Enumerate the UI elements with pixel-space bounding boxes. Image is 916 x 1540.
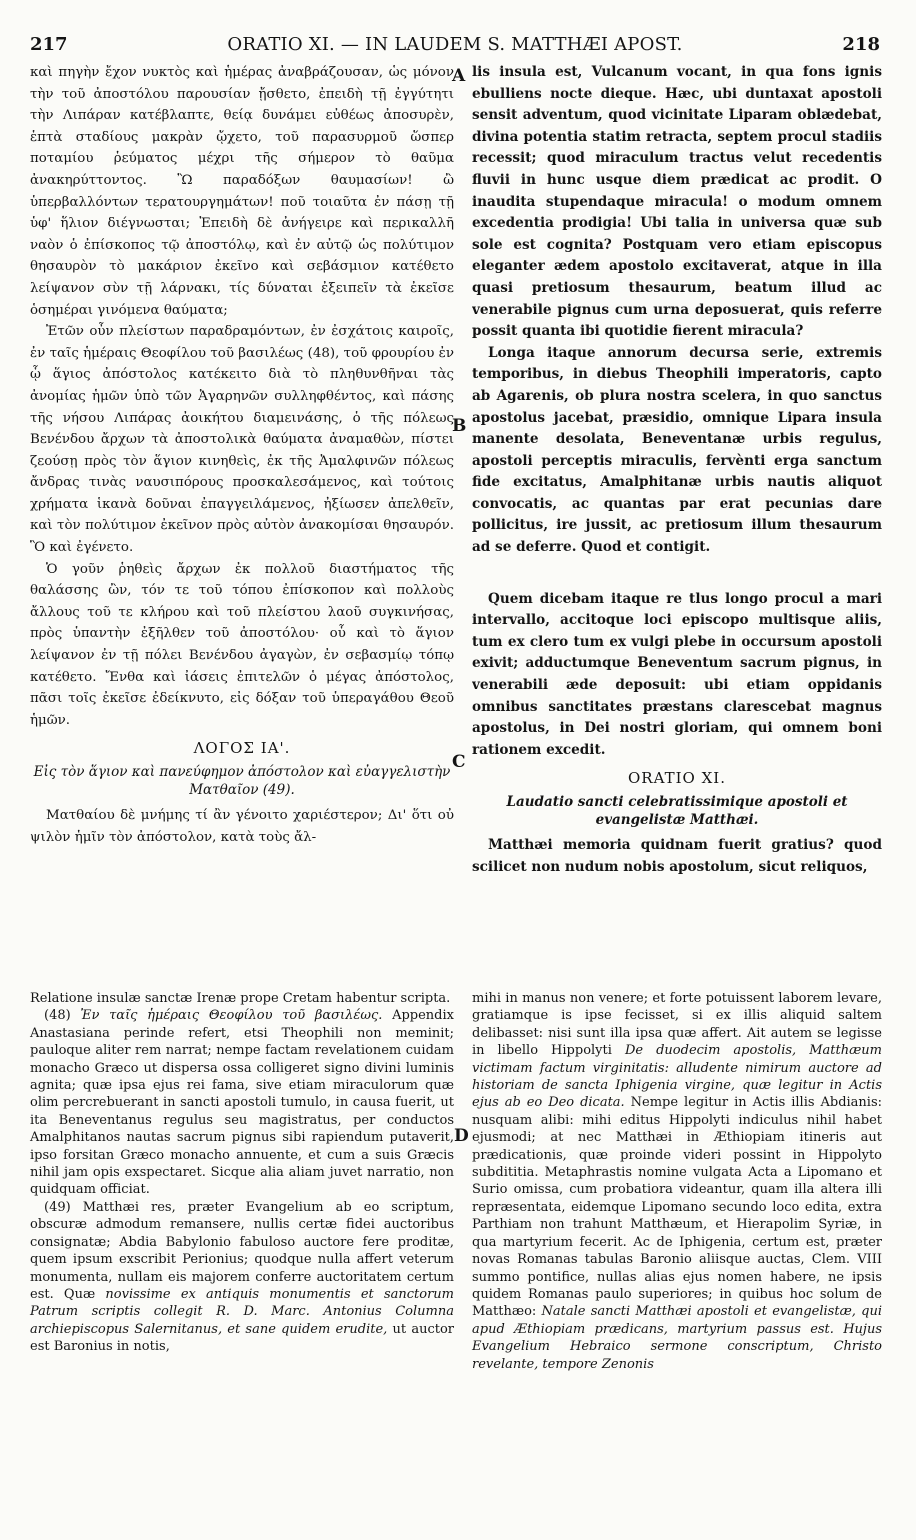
- footnotes-right: [472, 990, 882, 1373]
- page-header: [30, 34, 880, 58]
- greek-paragraph: καὶ πηγὴν ἔχον νυκτὸς καὶ ἡμέρας ἀναβράζουσαν, ὡς μόνον τὴν τοῦ ἀποστόλου παρουσίαν ᾔσθετο, ἐπειδὴ τῇ ἐγγύτητι τὴν Λιπάραν κατέβλαπτε, θείᾳ δυνάμει εὐθέως ἀποσυρὲν, ἑπτὰ σταδίους μακρὰν ᾤχετο, τοῦ παρασυρμοῦ ὥσπερ ποταμίου ῥεύματος μέχρι τῆς σήμερον τὸ θαῦμα ἀνακηρύττοντος. Ὢ παραδόξων θαυμασίων! ὢ ὑπερβαλλόντων τερατουργημάτων! ποῦ τοιαῦτα ἐν πάσῃ τῇ ὑφ' ἥλιον διέγνωσται; Ἐπειδὴ δὲ ἀνήγειρε καὶ περικαλλῆ ναὸν ὁ ἐπίσκοπος τῷ ἀποστόλῳ, καὶ ἐν αὐτῷ ὡς πολύτιμον θησαυρὸν τὸ μακάριον ἐκεῖνο καὶ σεβάσμιον κατέθετο λείψανον σὺν τῇ λάρνακι, τίς δύναται ἐξειπεῖν τὰ ἐκεῖσε ὁσημέραι γινόμενα θαύματα;: [30, 65, 454, 318]
- running-title: ORATIO XI. — IN LAUDEM S. MATTHÆI APOST.: [227, 34, 683, 55]
- latin-column: [472, 62, 882, 879]
- footnotes-left: [30, 990, 454, 1356]
- latin-paragraph: Quem dicebam itaque re tlus longo procul a mari intervallo, accitoque loci episcopo multisque aliis, tum ex clero tum ex vulgi plebe in occursum apostoli exivit; adductumque Beneventum sacrum pignus, in venerabili æde deposuit: ubi etiam oppidanis omnibus sanctitates præstans clarescebat magnus apostolus, in Dei nostri gloriam, qui omnem boni rationem excedit.: [472, 590, 882, 758]
- footnote-text: mihi in manus non venere; et forte potuissent laborem levare, gratiamque is ipse fecisset, si ex illis aliquid saltem delibasset: nisi sunt illa ipsa quæ affert. Ait autem se legisse in libello Hippolyti: [472, 991, 882, 1059]
- page-number-left: 217: [30, 34, 68, 55]
- margin-marker-c: C: [452, 752, 466, 772]
- footnote-text: ut auctor est Baronius in notis,: [30, 1321, 454, 1355]
- greek-text: [30, 62, 454, 731]
- latin-paragraph: lis insula est, Vulcanum vocant, in qua fons ignis ebulliens nocte dieque. Hæc, ubi duntaxat apostoli sensit adventum, quod vicinitate Liparam oblædebat, divina potentia statim retracta, septem procul stadiis recessit; quod miraculum tractus velut recedentis fluvii in hunc usque diem prædicat ac prodit. O inaudita stupendaque miracula! o modum omnem excedentia prodigia! Ubi talia in universa quæ sub sole est cognita? Postquam vero etiam episcopus eleganter ædem apostolo excitaverat, atque in illa quasi pretiosum thesaurum, beatum illud ac venerabile pignus cum urna deposuerat, quis referre possit quanta ibi quotidie fierent miracula?: [472, 64, 882, 340]
- footnote-text: Nempe legitur in Actis illis Abdianis: nusquam alibi: mihi editus Hippolyti indiculus nihil habet ejusmodi; at nec Matthæi in Æthiopiam itineris aut prædicationis, quæ proinde videri possint in Hippolyto subdititia. Metaphrastis nomine vulgata Acta a Lipomano et Surio omissa, cum probatiora videantur, quam illa altera illi repræsentata, eidemque Lipomano secundo loco edita, extra Parthiam non trahunt Matthæum, et Hierapolim Syriæ, in qua martyrium fecerit. Ac de Iphigenia, certum est, præter novas Romanas tabulas Baronio aliisque auctas, Clem. VIII summo pontifice, nullas alias ejus nomen habere, ne ipsis quidem Romanas paulo superiores; in quibus hoc solum de Matthæo:: [472, 1095, 883, 1320]
- margin-marker-b: B: [452, 416, 467, 436]
- footnote-greek-quote: Ἐν ταῖς ἡμέραις Θεοφίλου τοῦ βασιλέως.: [80, 1008, 383, 1024]
- greek-oration-subtitle: Εἰς τὸν ἅγιον καὶ πανεύφημον ἀπόστολον καὶ εὐαγγελιστὴν Ματθαῖον (49).: [33, 764, 451, 799]
- footnote-italic: De duodecim apostolis, Matthæum victimam factum virginitatis: alludente nimirum auctore ad historiam de sancta Iphigenia virgine, quæ legitur in Actis ejus ab eo Deo dicata.: [472, 1043, 882, 1111]
- footnote: Relatione insulæ sanctæ Irenæ prope Cretam habentur scripta.: [30, 991, 451, 1006]
- footnote-text: Appendix Anastasiana perinde refert, etsi Theophili non meminit; pauloque aliter rem narrat; nempe factam revelationem cuidam monacho Græco ut dispersa ossa colligeret signo divini luminis agnita; quæ ipsa ejus rei fama, sive etiam miraculorum quæ olim percrebuerant in sancti apostoli tumulo, in causa fuerit, ut ita Beneventanus regulus seu magistratus, per conductos Amalphitanos nautas sacrum pignus sibi rapiendum putaverit, ipso forsitan Græco monacho annuente, et cum a suis Græcis nihil jam opis exspectaret. Sicque alia aliam juvet narratio, non quidquam officiat.: [30, 1008, 454, 1198]
- footnote-49: [30, 1199, 454, 1356]
- margin-marker-a: A: [452, 66, 466, 86]
- greek-paragraph: Ματθαίου δὲ μνήμης τί ἂν γένοιτο χαριέστερον; Δι' ὅτι οὐ ψιλὸν ἡμῖν τὸν ἀπόστολον, κατὰ τοὺς ἄλ-: [30, 808, 454, 845]
- footnote-italic: Natale sancti Matthæi apostoli et evangelistæ, qui apud Æthiopiam prædicans, martyrium passus est. Hujus Evangelium Hebraico sermone conscriptum, Christo revelante, tempore Zenonis: [472, 1304, 883, 1372]
- footnote-number: (48): [44, 1008, 71, 1024]
- greek-paragraph: Ὁ γοῦν ῥηθεὶς ἄρχων ἐκ πολλοῦ διαστήματος τῆς θαλάσσης ὢν, τόν τε τοῦ τόπου ἐπίσκοπον καὶ πολλοὺς ἄλλους τοῦ τε κλήρου καὶ τοῦ πλείστου λαοῦ συγκινήσας, πρὸς ὑπαντὴν ἐξῆλθεν τοῦ ἀποστόλου· οὗ καὶ τὸ ἅγιον λείψανον ἐν τῇ πόλει Βενένδου ἀγαγὼν, ἐν σεβασμίῳ τόπῳ κατέθετο. Ἔνθα καὶ ἰάσεις ἐπιτελῶν ὁ μέγας ἀπόστολος, πᾶσι τοῖς ἐκεῖσε ἐδείκνυτο, εἰς δόξαν τοῦ ὑπεραγάθου Θεοῦ ἡμῶν.: [30, 561, 454, 728]
- footnote-continued: [472, 990, 882, 1373]
- greek-paragraph: Ἐτῶν οὖν πλείστων παραδραμόντων, ἐν ἐσχάτοις καιροῖς, ἐν ταῖς ἡμέραις Θεοφίλου τοῦ βασιλέως (48), τοῦ φρουρίου ἐν ᾧ ἅγιος ἀπόστολος κατέκειτο διὰ τὸ πληθυνθῆναι τὰς ἀνομίας ἡμῶν ὑπὸ τῶν Ἀγαρηνῶν συλληφθέντος, καὶ πάσης τῆς νήσου Λιπάρας ἀοικήτου διαμεινάσης, ὁ τῆς πόλεως Βενένδου ἄρχων τὰ ἀποστολικὰ θαύματα ἀναμαθὼν, πίστει ζεούσῃ πρὸς τὸν ἅγιον κινηθεὶς, ἐκ τῆς Ἀμαλφινῶν πόλεως ἄνδρας τινὰς ναυσιπόρους προσκαλεσάμενος, καὶ τούτοις χρήματα ἱκανὰ δοῦναι ἐπαγγειλάμενος, ἠξίωσεν ἀπελθεῖν, καὶ τὸν πολύτιμον ἐκεῖνον πρὸς αὐτὸν ἀνακομίσαι θησαυρόν. Ὃ καὶ ἐγένετο.: [30, 324, 454, 556]
- footnote-number: (49): [44, 1199, 71, 1215]
- latin-oration-title: ORATIO XI.: [628, 769, 726, 788]
- footnote-italic: novissime ex antiquis monumentis et sanctorum Patrum scriptis collegit R. D. Marc. Antonius Columna archiepiscopus Salernitanus, et sane quidem erudite,: [30, 1286, 455, 1337]
- latin-paragraph: Longa itaque annorum decursa serie, extremis temporibus, in diebus Theophili imperatoris, capto ab Agarenis, ob plura nostra scelera, in quo sanctus apostolus jacebat, præsidio, omnique Lipara insula manente desolata, Beneventanæ urbis regulus, apostoli perceptis miraculis, fervènti erga sanctum fide excitatus, Amalphitanæ urbis nautis aliquot convocatis, ac quantas par erat pecunias dare pollicitus, ire jussit, ac pretiosum illum thesaurum ad se deferre. Quod et contigit.: [472, 344, 882, 556]
- greek-column: [30, 62, 454, 849]
- margin-marker-d: D: [454, 1126, 469, 1146]
- greek-oration-title: ΛΟΓΟΣ ΙΑ'.: [193, 739, 291, 758]
- footnote-48: [30, 1007, 454, 1198]
- footnote-text: Matthæi res, præter Evangelium ab eo scriptum, obscuræ admodum remansere, nullis certæ fidei auctoribus consignatæ; Abdia Babylonio fabuloso auctore fere proditæ, quem ipsum exscribit Perionius; quodque nulla affert veterum monumenta, nullam eis majorem conferre auctoritatem certum est. Quæ: [30, 1199, 454, 1302]
- latin-paragraph: Matthæi memoria quidnam fuerit gratius? quod scilicet non nudum nobis apostolum, sicut reliquos,: [472, 837, 882, 875]
- latin-oration-subtitle: Laudatio sancti celebratissimique apostoli et evangelistæ Matthæi.: [506, 794, 848, 829]
- page-number-right: 218: [842, 34, 880, 55]
- latin-text: [472, 62, 882, 761]
- greek-text-continued: [30, 805, 454, 848]
- latin-text-continued: [472, 835, 882, 878]
